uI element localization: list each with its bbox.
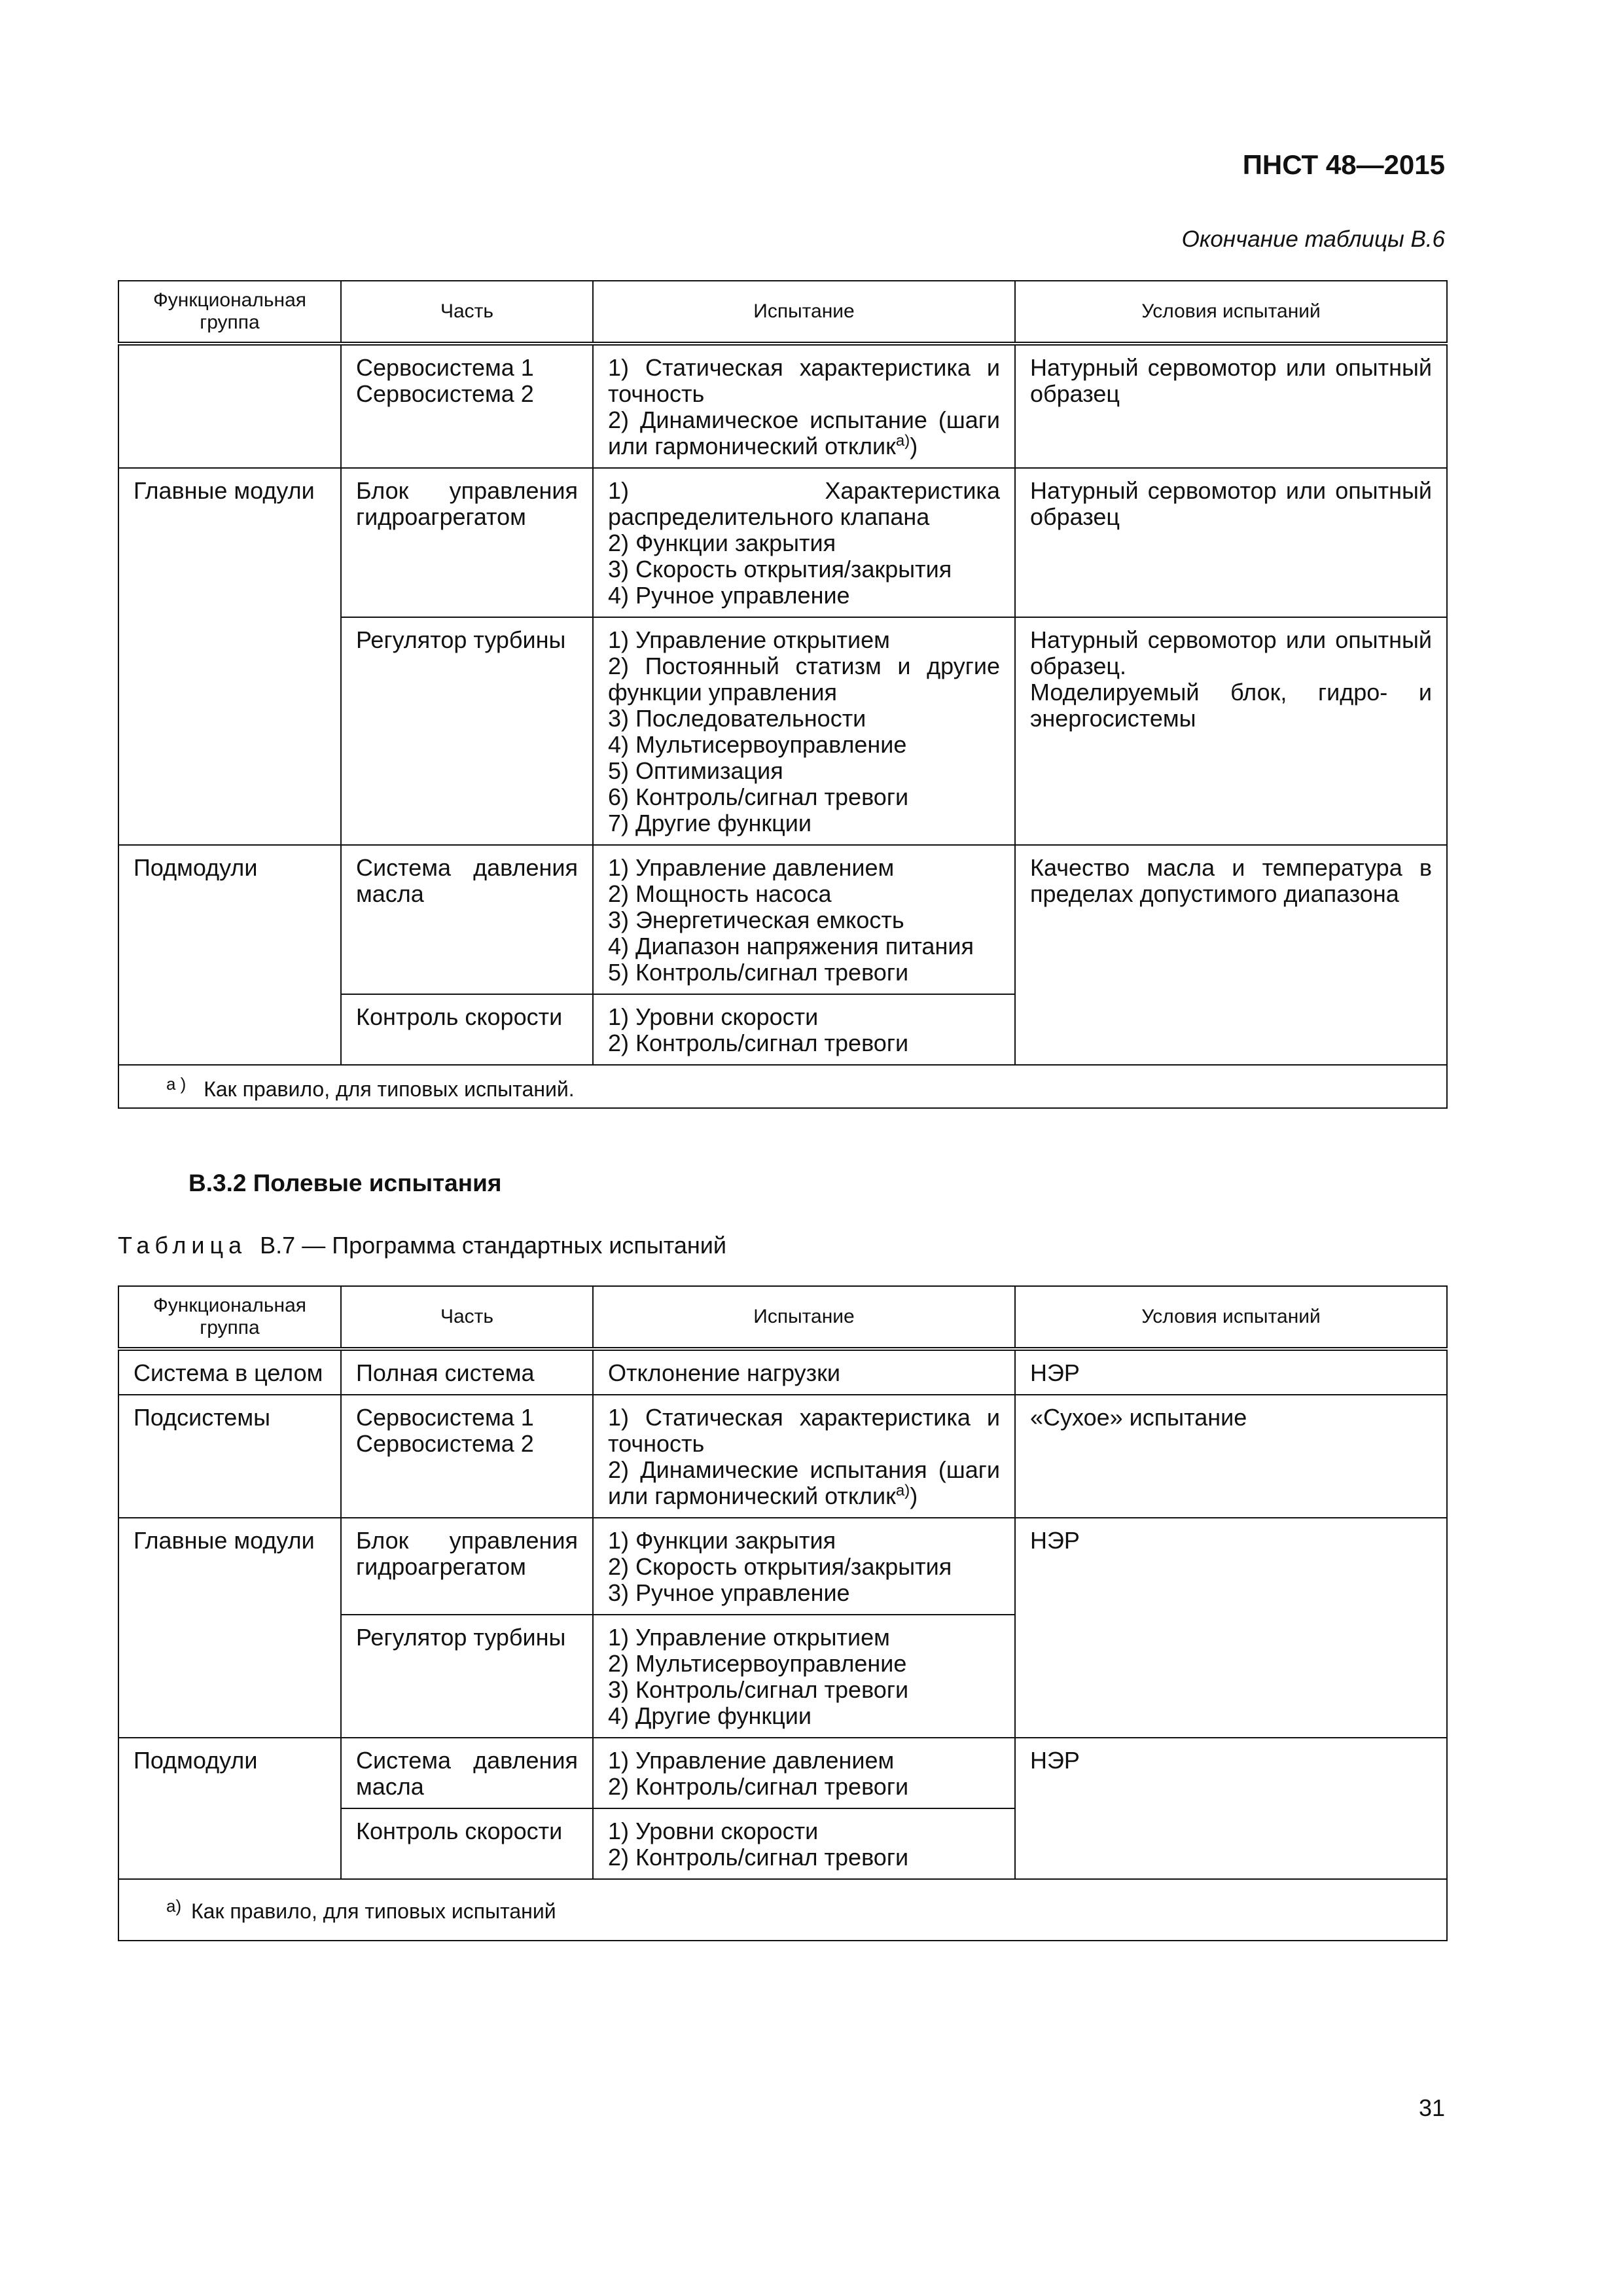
- footnote-ref: а): [895, 432, 910, 450]
- column-header-group: Функциональная группа: [118, 281, 341, 344]
- test-cell: [593, 994, 1015, 1065]
- test-item: 2) Контроль/сигнал тревоги: [608, 1030, 909, 1056]
- condition-item: Натурный сервомотор или опытный образец.: [1030, 626, 1432, 679]
- part-cell: Сервосистема 1 Сервосистема 2: [341, 1395, 593, 1518]
- table-header-row: [118, 281, 1447, 344]
- test-item: 1) Функции закрытия: [608, 1527, 836, 1554]
- conditions-cell: [1015, 617, 1447, 845]
- test-item: 4) Мультисервоуправление: [608, 731, 907, 758]
- part-cell: Регулятор турбины: [341, 617, 593, 845]
- test-item: 2) Контроль/сигнал тревоги: [608, 1844, 909, 1871]
- part-cell: Контроль скорости: [341, 994, 593, 1065]
- test-item: 4) Ручное управление: [608, 582, 850, 609]
- part-cell: Блок управления гидроагрегатом: [341, 468, 593, 617]
- test-item: 3) Скорость открытия/закрытия: [608, 556, 952, 583]
- footnote-mark: а): [166, 1896, 182, 1916]
- test-item: 1) Уровни скорости: [608, 1003, 819, 1030]
- part-cell: Система давления масла: [341, 845, 593, 994]
- table-row: [118, 468, 1447, 617]
- test-item: 4) Другие функции: [608, 1702, 812, 1729]
- table-caption-prefix: Таблица: [118, 1232, 247, 1259]
- table-footnote: [118, 1065, 1447, 1108]
- footnote-ref: а): [895, 1482, 910, 1499]
- table-caption: [118, 1232, 726, 1259]
- column-header-group: Функциональная группа: [118, 1286, 341, 1349]
- test-cell: [593, 1395, 1015, 1518]
- test-cell: [593, 1349, 1015, 1395]
- page-number: 31: [1418, 2094, 1445, 2121]
- part-cell: Контроль скорости: [341, 1808, 593, 1879]
- table-row: [118, 1349, 1447, 1395]
- group-cell: Система в целом: [118, 1349, 341, 1395]
- group-cell: Подмодули: [118, 1738, 341, 1879]
- test-item: 2) Мультисервоуправление: [608, 1650, 907, 1677]
- footnote-mark: a ): [166, 1074, 187, 1094]
- footnote-text: Как правило, для типовых испытаний: [191, 1899, 556, 1923]
- group-cell: Подсистемы: [118, 1395, 341, 1518]
- conditions-cell: НЭР: [1015, 1349, 1447, 1395]
- test-item: 1) Управление давлением: [608, 1747, 895, 1774]
- document-code: ПНСТ 48—2015: [1242, 149, 1445, 180]
- test-cell: [593, 1615, 1015, 1738]
- test-item: 1) Статическая характеристика и точность: [608, 354, 1000, 407]
- conditions-cell: Натурный сервомотор или опытный образец: [1015, 468, 1447, 617]
- test-item: 4) Диапазон напряжения питания: [608, 933, 974, 960]
- conditions-cell: НЭР: [1015, 1738, 1447, 1879]
- column-header-part: Часть: [341, 1286, 593, 1349]
- test-cell: [593, 468, 1015, 617]
- test-item: 1) Статическая характеристика и точность: [608, 1404, 1000, 1457]
- table-row: [118, 1395, 1447, 1518]
- conditions-cell: Натурный сервомотор или опытный образец: [1015, 344, 1447, 468]
- table-b7: [118, 1285, 1448, 1941]
- table-caption-text: В.7 — Программа стандартных испытаний: [260, 1232, 726, 1259]
- test-item: 2) Динамические испытания (шаги или гармонический отклик$^{а)}$): [608, 1456, 1000, 1509]
- conditions-cell: НЭР: [1015, 1518, 1447, 1738]
- group-cell: Главные модули: [118, 468, 341, 845]
- column-header-test: Испытание: [593, 281, 1015, 344]
- test-item: 1) Управление давлением: [608, 854, 895, 881]
- table-header-row: [118, 1286, 1447, 1349]
- table-b6-end: [118, 280, 1448, 1109]
- condition-item: Моделируемый блок, гидро- и энергосистемы: [1030, 679, 1432, 732]
- column-header-conditions: Условия испытаний: [1015, 1286, 1447, 1349]
- footnote-text: Как правило, для типовых испытаний.: [204, 1077, 575, 1101]
- test-cell: [593, 1808, 1015, 1879]
- test-cell: [593, 845, 1015, 994]
- test-item: Отклонение нагрузки: [608, 1359, 841, 1386]
- section-heading: В.3.2 Полевые испытания: [188, 1170, 502, 1196]
- table-row: [118, 845, 1447, 994]
- conditions-cell: Качество масла и температура в пределах допустимого диапазона: [1015, 845, 1447, 1065]
- test-cell: [593, 617, 1015, 845]
- test-item: 2) Контроль/сигнал тревоги: [608, 1773, 909, 1800]
- column-header-part: Часть: [341, 281, 593, 344]
- group-cell: Подмодули: [118, 845, 341, 1065]
- test-cell: [593, 1518, 1015, 1615]
- test-item: 3) Энергетическая емкость: [608, 906, 904, 933]
- test-item: 2) Мощность насоса: [608, 880, 832, 907]
- column-header-conditions: Условия испытаний: [1015, 281, 1447, 344]
- table-row: [118, 344, 1447, 468]
- test-item: 2) Скорость открытия/закрытия: [608, 1553, 952, 1580]
- part-cell: Сервосистема 1 Сервосистема 2: [341, 344, 593, 468]
- test-item: 5) Контроль/сигнал тревоги: [608, 959, 909, 986]
- part-cell: Блок управления гидроагрегатом: [341, 1518, 593, 1615]
- test-cell: [593, 344, 1015, 468]
- table-footnote: [118, 1879, 1447, 1941]
- group-cell: [118, 344, 341, 468]
- part-cell: Система давления масла: [341, 1738, 593, 1808]
- test-item: 2) Постоянный статизм и другие функции управления: [608, 653, 1000, 706]
- test-item: 7) Другие функции: [608, 810, 812, 836]
- test-item: 3) Последовательности: [608, 705, 866, 732]
- test-item: 1) Уровни скорости: [608, 1818, 819, 1844]
- part-cell: Регулятор турбины: [341, 1615, 593, 1738]
- test-item: 3) Контроль/сигнал тревоги: [608, 1676, 909, 1703]
- table-row: [118, 1738, 1447, 1808]
- test-item: 6) Контроль/сигнал тревоги: [608, 783, 909, 810]
- test-item: 2) Функции закрытия: [608, 529, 836, 556]
- test-item: 1) Управление открытием: [608, 626, 890, 653]
- test-cell: [593, 1738, 1015, 1808]
- table-footnote-row: [118, 1065, 1447, 1108]
- test-item: 1) Управление открытием: [608, 1624, 890, 1651]
- group-cell: Главные модули: [118, 1518, 341, 1738]
- conditions-cell: «Сухое» испытание: [1015, 1395, 1447, 1518]
- table-row: [118, 1518, 1447, 1615]
- table-continuation-label: Окончание таблицы В.6: [1181, 226, 1445, 252]
- table-footnote-row: [118, 1879, 1447, 1941]
- column-header-test: Испытание: [593, 1286, 1015, 1349]
- test-item: 5) Оптимизация: [608, 757, 783, 784]
- test-item: 3) Ручное управление: [608, 1579, 850, 1606]
- part-cell: Полная система: [341, 1349, 593, 1395]
- test-item: 2) Динамическое испытание (шаги или гармонический отклик$^{а)}$): [608, 406, 1000, 459]
- test-item: 1) Характеристика распределительного клапана: [608, 477, 1000, 530]
